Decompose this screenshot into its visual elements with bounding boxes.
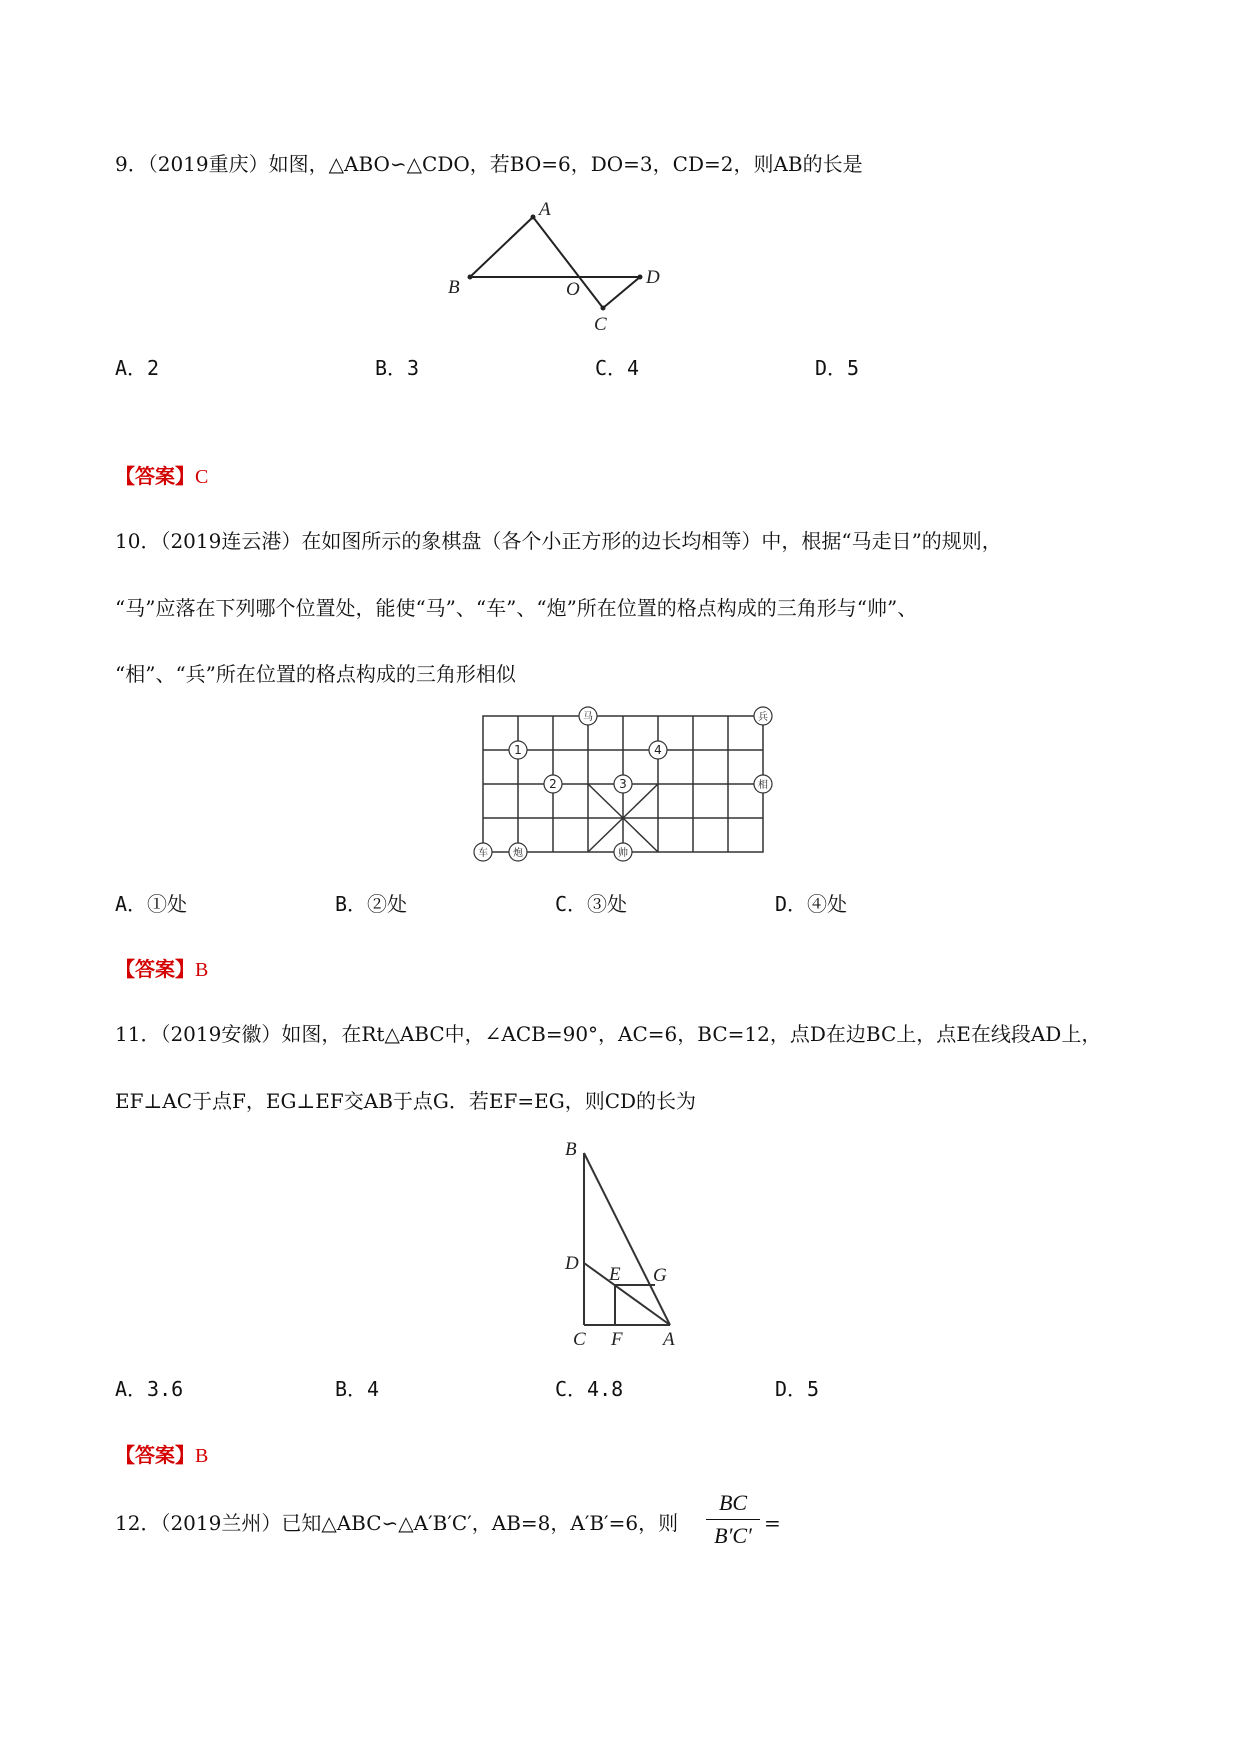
q11-option-a[interactable]: A．3.6: [115, 1377, 184, 1401]
q9-figure: [440, 195, 680, 335]
q12-equals: =: [764, 1511, 781, 1535]
label-b: B: [565, 1139, 577, 1160]
label-b: B: [448, 277, 460, 298]
answer-tag: 【答案】: [115, 464, 195, 488]
spot-3: 3: [619, 777, 627, 791]
label-f: F: [611, 1329, 623, 1350]
q9-answer: [115, 462, 208, 491]
answer-value: B: [195, 959, 209, 981]
fraction-denominator: B′C′: [714, 1523, 752, 1548]
answer-value: C: [195, 466, 209, 488]
label-d: D: [646, 267, 660, 288]
label-e: E: [609, 1264, 621, 1285]
q9-option-d[interactable]: D．5: [815, 356, 860, 380]
q9-stem: 9．（2019重庆）如图，△ABO∽△CDO，若BO=6，DO=3，CD=2，则AB的长是: [115, 152, 863, 176]
q11-figure: [555, 1135, 695, 1350]
label-a: A: [539, 199, 551, 220]
spot-1: 1: [514, 743, 522, 757]
spot-4: 4: [654, 743, 662, 757]
q10-stem-line1: 10．（2019连云港）在如图所示的象棋盘（各个小正方形的边长均相等）中，根据“马走日”的规则，: [115, 529, 1002, 553]
fraction-numerator: BC: [718, 1490, 748, 1515]
label-d: D: [565, 1253, 579, 1274]
piece-shuai: 帅: [618, 848, 628, 859]
q12-fraction: [706, 1490, 760, 1549]
answer-tag: 【答案】: [115, 1443, 195, 1467]
q10-option-a[interactable]: A．①处: [115, 892, 188, 916]
q10-option-d[interactable]: D．④处: [775, 892, 848, 916]
answer-tag: 【答案】: [115, 957, 195, 981]
q11-option-b[interactable]: B．4: [335, 1377, 380, 1401]
label-g: G: [653, 1265, 667, 1286]
q9-option-c[interactable]: C．4: [595, 356, 640, 380]
q12-stem: 12．（2019兰州）已知△ABC∽△A′B′C′，AB=8，A′B′=6，则: [115, 1511, 679, 1535]
fraction-bar: [706, 1519, 760, 1520]
piece-bing: 兵: [758, 712, 768, 723]
q11-stem-line1: 11．（2019安徽）如图，在Rt△ABC中，∠ACB=90°，AC=6，BC=12，点D在边BC上，点E在线段AD上，: [115, 1022, 1102, 1046]
q11-option-c[interactable]: C．4.8: [555, 1377, 624, 1401]
label-a: A: [663, 1329, 675, 1350]
q9-option-b[interactable]: B．3: [375, 356, 420, 380]
q10-stem-line3: “相”、“兵”所在位置的格点构成的三角形相似: [115, 662, 516, 686]
label-c: C: [594, 314, 607, 335]
spot-2: 2: [549, 777, 557, 791]
piece-ma: 马: [583, 712, 593, 723]
piece-che: 车: [478, 848, 488, 859]
q9-option-a[interactable]: A．2: [115, 356, 160, 380]
q11-stem-line2: EF⊥AC于点F，EG⊥EF交AB于点G．若EF=EG，则CD的长为: [115, 1089, 697, 1113]
piece-pao: 炮: [513, 848, 523, 859]
piece-xiang: 相: [758, 780, 768, 791]
q10-chessboard-figure: [465, 700, 785, 875]
label-o: O: [566, 279, 580, 300]
q10-stem-line2: “马”应落在下列哪个位置处，能使“马”、“车”、“炮”所在位置的格点构成的三角形与“帅”、: [115, 596, 918, 620]
q10-option-c[interactable]: C．③处: [555, 892, 628, 916]
answer-value: B: [195, 1445, 209, 1467]
q11-option-d[interactable]: D．5: [775, 1377, 820, 1401]
q10-option-b[interactable]: B．②处: [335, 892, 408, 916]
label-c: C: [573, 1329, 586, 1350]
q11-answer: [115, 1441, 208, 1470]
q10-answer: [115, 955, 208, 984]
